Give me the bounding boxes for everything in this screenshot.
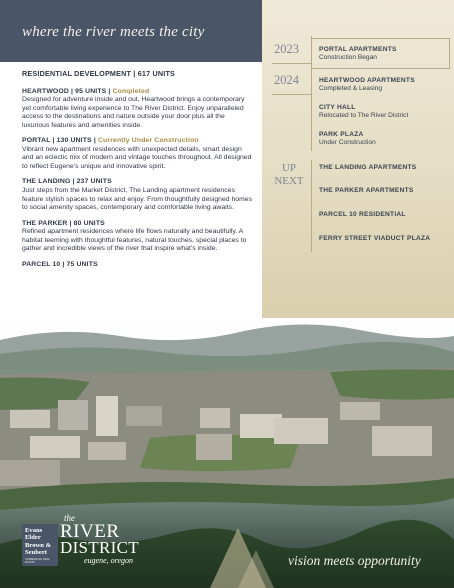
property-heading [22, 261, 254, 270]
logo-river: RIVER [60, 521, 120, 542]
timeline-item [319, 235, 449, 243]
property-name: PARCEL 10 | 75 UNITS [22, 260, 98, 268]
timeline-item-title: THE PARKER APARTMENTS [319, 187, 414, 194]
section-heading: RESIDENTIAL DEVELOPMENT | 617 UNITS [22, 69, 176, 78]
property-heading [22, 220, 254, 229]
property-name: PORTAL | 130 UNITS | [22, 137, 98, 145]
footer-tagline: vision meets opportunity [288, 553, 421, 568]
year-2023: 2023 [274, 42, 299, 56]
timeline-item-title: FERRY STREET VIADUCT PLAZA [319, 235, 431, 242]
brand-line: Seubert [25, 549, 47, 557]
header-tagline: where the river meets the city [22, 24, 205, 40]
river-district-logo [60, 514, 160, 565]
year-2024: 2024 [274, 73, 299, 87]
timeline-vertical-line [311, 160, 312, 252]
header-band [0, 0, 262, 62]
logo-the: the [64, 513, 75, 523]
timeline-item-subtitle: Under Construction [319, 139, 376, 147]
brand-line: Evans [25, 527, 43, 534]
logo-district: DISTRICT [60, 538, 139, 557]
brand-line: Elder [25, 534, 41, 542]
property-name: THE PARKER | 80 UNITS [22, 219, 105, 227]
timeline-divider [272, 63, 312, 64]
property-name: HEARTWOOD | 95 UNITS | [22, 87, 113, 95]
property-name: THE LANDING | 237 UNITS [22, 178, 112, 186]
timeline-item-subtitle: Construction Began [319, 54, 377, 62]
property-description: Designed for adventure inside and out, Heartwood brings a contemporary yet comfortable living experience to The River District. Enjoy unparalleled access to the destinations and nature outside your door plus all the luxurious features and amenities inside. [22, 96, 245, 129]
property-heading [22, 178, 254, 187]
logo-city: eugene, oregon [84, 556, 134, 565]
timeline-divider [272, 94, 312, 95]
property-description: Vibrant new apartment residences with unexpected details, smart design and an eclectic mix of modern and vintage touches throughout. All designed to reflect Eugene’s unique and innovative spirit. [22, 145, 252, 170]
timeline-item [319, 46, 449, 62]
up-next-label-2: NEXT [274, 175, 304, 187]
timeline-item-title: HEARTWOOD APARTMENTS [319, 77, 415, 84]
timeline-item [319, 77, 449, 93]
residential-section [22, 70, 254, 269]
timeline-item-title: PARCEL 10 RESIDENTIAL [319, 211, 406, 218]
property-description: Refined apartment residences where life flows naturally and beautifully. A habitat teeming with thoughtful features, natural touches, special places to gather and incredible views of the river that inspire what’s inside. [22, 228, 247, 253]
timeline-item-title: PARK PLAZA [319, 131, 364, 138]
brand-sub: COMMERCIAL REAL ESTATE [25, 557, 50, 564]
property-status: Currently Under Construction [97, 137, 199, 145]
timeline-item [319, 164, 449, 172]
timeline-item-title: THE LANDING APARTMENTS [319, 164, 417, 171]
timeline-item-subtitle: Completed & Leasing [319, 85, 383, 93]
timeline-item [319, 131, 449, 147]
timeline-item [319, 187, 449, 195]
property-status: Completed [112, 87, 150, 95]
timeline-item-subtitle: Relocated to The River District [319, 112, 409, 120]
brand-line: Brown & [25, 541, 52, 549]
property-heading [22, 88, 254, 97]
up-next-label-1: UP [281, 162, 297, 174]
timeline-item [319, 104, 449, 120]
property-description: Just steps from the Market District, The Landing apartment residences feature stylish spaces to relax and enjoy. From thoughtfully designed homes to social amenity spaces, contemporary and comfortable living awaits. [22, 187, 253, 212]
timeline-item [319, 211, 449, 219]
timeline-item-title: PORTAL APARTMENTS [319, 46, 397, 53]
timeline-item-title: CITY HALL [319, 104, 356, 111]
eebs-logo [22, 524, 58, 566]
property-heading [22, 137, 254, 146]
up-next-label [272, 162, 306, 188]
timeline-panel [262, 0, 454, 340]
